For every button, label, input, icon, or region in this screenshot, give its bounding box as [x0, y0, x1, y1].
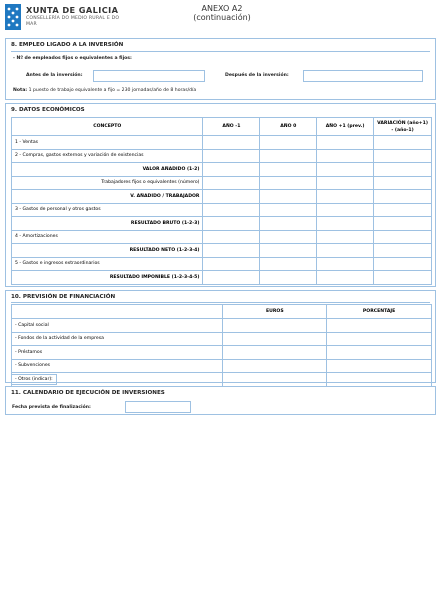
header-percentage: PORCENTAJE: [327, 305, 432, 319]
value-cell[interactable]: [260, 176, 317, 190]
value-cell[interactable]: [203, 136, 260, 150]
value-cell[interactable]: [374, 257, 432, 271]
table-row: [12, 203, 432, 217]
value-cell[interactable]: [223, 359, 327, 373]
value-cell[interactable]: [223, 373, 327, 387]
section-economic-data: [5, 103, 436, 287]
table-row: [12, 149, 432, 163]
table-header-row: [12, 118, 432, 136]
table-row: [12, 319, 432, 333]
value-cell[interactable]: [317, 163, 374, 177]
value-cell[interactable]: [260, 203, 317, 217]
value-cell[interactable]: [203, 230, 260, 244]
table-header-row: [12, 305, 432, 319]
section-employment: [5, 38, 436, 100]
note: [13, 88, 196, 93]
divider: [11, 302, 430, 303]
section-8-title: 8. EMPLEO LIGADO A LA INVERSIÓN: [11, 42, 124, 48]
value-cell[interactable]: [374, 271, 432, 285]
value-cell[interactable]: [260, 217, 317, 231]
value-cell[interactable]: [260, 230, 317, 244]
value-cell[interactable]: [317, 149, 374, 163]
header-euros: EUROS: [223, 305, 327, 319]
value-cell[interactable]: [203, 190, 260, 204]
before-investment-label: Antes de la inversión:: [26, 73, 83, 78]
header-variation: VARIACIÓN (año+1) - (año-1): [374, 118, 432, 136]
value-cell[interactable]: [260, 244, 317, 258]
header-year-0: AÑO 0: [260, 118, 317, 136]
table-row: [12, 190, 432, 204]
after-investment-label: Después de la inversión:: [225, 73, 289, 78]
row-concept: 2 - Compras, gastos externos y variación de existencias: [12, 149, 203, 163]
annex-heading: [180, 4, 264, 22]
header-blank: [12, 305, 223, 319]
financing-source: - Subvenciones: [12, 359, 223, 373]
value-cell[interactable]: [374, 149, 432, 163]
section-financing: [5, 290, 436, 383]
value-cell[interactable]: [317, 176, 374, 190]
value-cell[interactable]: [374, 203, 432, 217]
value-cell[interactable]: [260, 149, 317, 163]
before-investment-input[interactable]: [93, 70, 205, 82]
logo-subtitle: CONSELLERÍA DO MEDIO RURAL E DO MAR: [26, 16, 120, 27]
value-cell[interactable]: [374, 190, 432, 204]
value-cell[interactable]: [203, 271, 260, 285]
after-investment-input[interactable]: [303, 70, 423, 82]
row-concept: 4 - Amortizaciones: [12, 230, 203, 244]
table-row: [12, 359, 432, 373]
value-cell[interactable]: [260, 190, 317, 204]
value-cell[interactable]: [203, 244, 260, 258]
header-year-plus-1: AÑO +1 (prev.): [317, 118, 374, 136]
xunta-emblem-icon: [5, 4, 21, 30]
value-cell[interactable]: [374, 244, 432, 258]
economic-data-table: [11, 117, 432, 285]
finish-date-input[interactable]: [125, 401, 191, 413]
table-row: [12, 271, 432, 285]
value-cell[interactable]: [223, 319, 327, 333]
value-cell[interactable]: [260, 257, 317, 271]
value-cell[interactable]: [317, 271, 374, 285]
financing-source: - Préstamos: [12, 346, 223, 360]
row-concept: RESULTADO NETO (1-2-3-4): [12, 244, 203, 258]
value-cell[interactable]: [327, 346, 432, 360]
table-row: [12, 176, 432, 190]
table-row: [12, 373, 432, 387]
value-cell[interactable]: [203, 203, 260, 217]
value-cell[interactable]: [317, 136, 374, 150]
value-cell[interactable]: [374, 163, 432, 177]
table-row: [12, 244, 432, 258]
row-concept: VALOR AÑADIDO (1-2): [12, 163, 203, 177]
row-concept: RESULTADO BRUTO (1-2-3): [12, 217, 203, 231]
value-cell[interactable]: [203, 176, 260, 190]
row-concept: Trabajadores fijos o equivalentes (número): [12, 176, 203, 190]
row-concept: 1 - Ventas: [12, 136, 203, 150]
row-concept: 5 - Gastos e ingresos extraordinarios: [12, 257, 203, 271]
note-text: 1 puesto de trabajo equivalente a fijo = 230 jornadas/año de 8 horas/día: [28, 88, 197, 93]
row-concept: V. AÑADIDO / TRABAJADOR: [12, 190, 203, 204]
value-cell[interactable]: [374, 217, 432, 231]
annex-title: ANEXO A2: [201, 4, 243, 13]
note-label: Nota:: [13, 88, 28, 93]
value-cell[interactable]: [317, 217, 374, 231]
xunta-logo: [5, 4, 135, 34]
section-9-title: 9. DATOS ECONÓMICOS: [11, 107, 85, 113]
value-cell[interactable]: [203, 149, 260, 163]
value-cell[interactable]: [317, 257, 374, 271]
table-row: [12, 332, 432, 346]
table-row: [12, 257, 432, 271]
value-cell[interactable]: [374, 136, 432, 150]
row-concept: 3 - Gastos de personal y otros gastos: [12, 203, 203, 217]
financing-source: - Capital social: [12, 319, 223, 333]
value-cell[interactable]: [260, 163, 317, 177]
divider: [11, 51, 430, 52]
section-calendar: [5, 386, 436, 415]
value-cell[interactable]: [327, 332, 432, 346]
value-cell[interactable]: [317, 244, 374, 258]
value-cell[interactable]: [223, 332, 327, 346]
row-concept: RESULTADO IMPONIBLE (1-2-3-4-5): [12, 271, 203, 285]
value-cell[interactable]: [203, 257, 260, 271]
table-row: [12, 230, 432, 244]
value-cell[interactable]: [317, 230, 374, 244]
header-year-minus-1: AÑO -1: [203, 118, 260, 136]
table-row: [12, 163, 432, 177]
table-row: [12, 346, 432, 360]
value-cell[interactable]: [260, 271, 317, 285]
other-label: - Otros (indicar):: [11, 374, 57, 385]
value-cell[interactable]: [203, 163, 260, 177]
table-row: [12, 217, 432, 231]
value-cell[interactable]: [327, 359, 432, 373]
table-row: [12, 136, 432, 150]
financing-source: - Fondos de la actividad de la empresa: [12, 332, 223, 346]
finish-date-label: Fecha prevista de finalización:: [12, 405, 91, 410]
financing-table: [11, 304, 432, 387]
value-cell[interactable]: [374, 230, 432, 244]
header-concepto: CONCEPTO: [12, 118, 203, 136]
value-cell[interactable]: [317, 190, 374, 204]
value-cell[interactable]: [260, 136, 317, 150]
annex-subtitle: (continuación): [193, 13, 251, 22]
value-cell[interactable]: [327, 319, 432, 333]
section-10-title: 10. PREVISIÓN DE FINANCIACIÓN: [11, 294, 116, 300]
employees-question: - Nº de empleados fijos o equivalentes a fijos:: [13, 56, 132, 61]
value-cell[interactable]: [223, 346, 327, 360]
logo-title: XUNTA DE GALICIA: [26, 5, 119, 15]
financing-source: [12, 373, 223, 387]
value-cell[interactable]: [327, 373, 432, 387]
value-cell[interactable]: [203, 217, 260, 231]
value-cell[interactable]: [374, 176, 432, 190]
value-cell[interactable]: [317, 203, 374, 217]
section-11-title: 11. CALENDARIO DE EJECUCIÓN DE INVERSIONES: [11, 390, 165, 396]
